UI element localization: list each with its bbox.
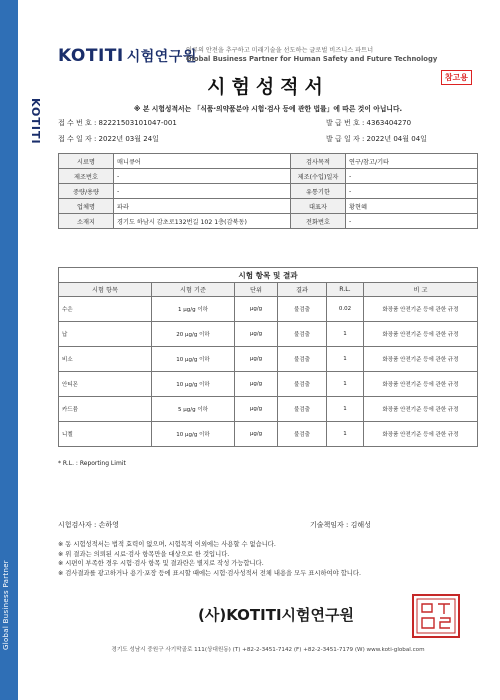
table-row xyxy=(59,422,478,447)
row-result: 불검출 xyxy=(278,297,327,322)
receipt-number xyxy=(58,118,177,128)
table-row xyxy=(59,372,478,397)
sidebar-text: Global Business Partner xyxy=(2,560,10,650)
mfg-date-value: - xyxy=(346,169,478,184)
info-row xyxy=(59,199,478,214)
note-item: ※ 검사결과를 광고하거나 용기·포장 등에 표시할 때에는 시험·검사성적서 전체 내용을 모두 표시하여야 합니다. xyxy=(58,569,361,577)
tester-signature: 시험검사자 : 손하영 xyxy=(58,521,119,529)
row-item: 카드뮴 xyxy=(59,397,152,422)
company-value: 파라 xyxy=(114,199,291,214)
issue-date-value: 2022년 04월 04일 xyxy=(366,135,427,143)
product-value: 매니큐어 xyxy=(114,154,291,169)
row-standard: 10 μg/g 이하 xyxy=(152,422,235,447)
row-item: 안티몬 xyxy=(59,372,152,397)
row-standard: 10 μg/g 이하 xyxy=(152,347,235,372)
certificate-page xyxy=(58,0,478,700)
note-item: ※ 시편이 부족한 경우 시험·검사 항목 및 결과란은 별지로 작성 가능합니다. xyxy=(58,560,264,568)
ceo-value: 황현혜 xyxy=(346,199,478,214)
receipt-number-label: 접 수 번 호 : xyxy=(58,119,97,127)
phone-value: - xyxy=(346,214,478,229)
row-item: 니켈 xyxy=(59,422,152,447)
receipt-date-value: 2022년 03월 24일 xyxy=(98,135,159,143)
tagline-english: Global Business Partner for Human Safety and Future Technology xyxy=(186,55,438,63)
row-result: 불검출 xyxy=(278,422,327,447)
header-item: 시험 항목 xyxy=(59,283,152,297)
row-standard: 20 μg/g 이하 xyxy=(152,322,235,347)
info-row xyxy=(59,154,478,169)
header-standard: 시험 기준 xyxy=(152,283,235,297)
row-rl: 1 xyxy=(327,397,364,422)
table-row xyxy=(59,347,478,372)
table-row xyxy=(59,397,478,422)
sample-info-table xyxy=(58,153,478,229)
info-row xyxy=(59,169,478,184)
row-remark: 화장품 안전기준 등에 관한 규정 xyxy=(364,322,478,347)
row-rl: 1 xyxy=(327,322,364,347)
row-standard: 10 μg/g 이하 xyxy=(152,372,235,397)
company-label: 업체명 xyxy=(59,199,114,214)
row-result: 불검출 xyxy=(278,397,327,422)
row-rl: 1 xyxy=(327,347,364,372)
info-row xyxy=(59,184,478,199)
row-unit: μg/g xyxy=(235,397,278,422)
header xyxy=(58,44,478,68)
row-item: 수은 xyxy=(59,297,152,322)
row-result: 불검출 xyxy=(278,322,327,347)
results-header-row xyxy=(59,283,478,297)
table-row xyxy=(59,297,478,322)
issue-number-value: 4363404270 xyxy=(366,119,412,127)
organization-name: (사)KOTITI시험연구원 xyxy=(198,606,354,624)
official-seal-icon xyxy=(412,594,460,638)
table-row xyxy=(59,322,478,347)
row-unit: μg/g xyxy=(235,297,278,322)
legal-notice: ※ 본 시험성적서는 「식품·의약품분야 시험·검사 등에 관한 법률」에 따른 것이 아닙니다. xyxy=(133,105,403,113)
purpose-value: 연구/참고/기타 xyxy=(346,154,478,169)
row-unit: μg/g xyxy=(235,322,278,347)
weight-value: - xyxy=(114,184,291,199)
header-rl: R.L. xyxy=(327,283,364,297)
ceo-label: 대표자 xyxy=(291,199,346,214)
row-unit: μg/g xyxy=(235,347,278,372)
row-standard: 5 μg/g 이하 xyxy=(152,397,235,422)
issue-date-label: 발 급 일 자 : xyxy=(326,135,365,143)
issue-number xyxy=(326,118,411,128)
mfg-no-label: 제조번호 xyxy=(59,169,114,184)
row-result: 불검출 xyxy=(278,347,327,372)
row-standard: 1 μg/g 이하 xyxy=(152,297,235,322)
row-remark: 화장품 안전기준 등에 관한 규정 xyxy=(364,347,478,372)
product-label: 시료명 xyxy=(59,154,114,169)
tagline-korean: 인류의 안전을 추구하고 미래기술을 선도하는 글로벌 비즈니스 파트너 xyxy=(186,47,374,54)
receipt-number-value: 82221503101047-001 xyxy=(98,119,177,127)
note-item: ※ 동 시험성적서는 법적 효력이 없으며, 시험목적 이외에는 사용할 수 없습니다. xyxy=(58,541,276,548)
note-item: ※ 위 결과는 의뢰된 시료·검사 항목만을 대상으로 한 것입니다. xyxy=(58,550,230,558)
row-item: 납 xyxy=(59,322,152,347)
row-unit: μg/g xyxy=(235,372,278,397)
row-rl: 0.02 xyxy=(327,297,364,322)
address-label: 소재지 xyxy=(59,214,114,229)
mfg-date-label: 제조(수입)일자 xyxy=(291,169,346,184)
weight-label: 중량/용량 xyxy=(59,184,114,199)
expiry-value: - xyxy=(346,184,478,199)
sidebar-band xyxy=(0,0,18,700)
receipt-date xyxy=(58,134,159,144)
side-logo: KOTITI xyxy=(29,98,42,145)
rl-footnote: * R.L. : Reporting Limit xyxy=(58,460,126,467)
issue-date xyxy=(326,134,427,144)
technical-manager-signature: 기술책임자 : 김해성 xyxy=(310,521,371,529)
row-rl: 1 xyxy=(327,372,364,397)
row-remark: 화장품 안전기준 등에 관한 규정 xyxy=(364,297,478,322)
row-remark: 화장품 안전기준 등에 관한 규정 xyxy=(364,397,478,422)
kotiti-logo xyxy=(58,46,197,66)
reference-badge: 참고용 xyxy=(441,70,472,85)
row-remark: 화장품 안전기준 등에 관한 규정 xyxy=(364,372,478,397)
notes-list xyxy=(58,540,478,578)
purpose-label: 검사목적 xyxy=(291,154,346,169)
row-remark: 화장품 안전기준 등에 관한 규정 xyxy=(364,422,478,447)
phone-label: 전화번호 xyxy=(291,214,346,229)
results-table xyxy=(58,267,478,447)
header-result: 결과 xyxy=(278,283,327,297)
row-rl: 1 xyxy=(327,422,364,447)
footer-contact: 경기도 성남시 중원구 사기막골로 111(상대원동) (T) +82-2-3451-7142 (F) +82-2-3451-7179 (W) www.koti-global.com xyxy=(111,647,425,653)
row-item: 비소 xyxy=(59,347,152,372)
header-unit: 단위 xyxy=(235,283,278,297)
page-title: 시험성적서 xyxy=(207,76,329,98)
expiry-label: 유통기한 xyxy=(291,184,346,199)
row-result: 불검출 xyxy=(278,372,327,397)
issue-number-label: 발 급 번 호 : xyxy=(326,119,365,127)
mfg-no-value: - xyxy=(114,169,291,184)
address-value: 경기도 하남시 감초로132번길 102 1층(감북동) xyxy=(114,214,291,229)
info-row xyxy=(59,214,478,229)
logo-korean: 시험연구원 xyxy=(126,49,197,65)
row-unit: μg/g xyxy=(235,422,278,447)
results-section-title: 시험 항목 및 결과 xyxy=(59,268,478,283)
header-remark: 비 고 xyxy=(364,283,478,297)
logo-latin: KOTITI xyxy=(58,46,124,66)
receipt-date-label: 접 수 일 자 : xyxy=(58,135,97,143)
results-section-row xyxy=(59,268,478,283)
